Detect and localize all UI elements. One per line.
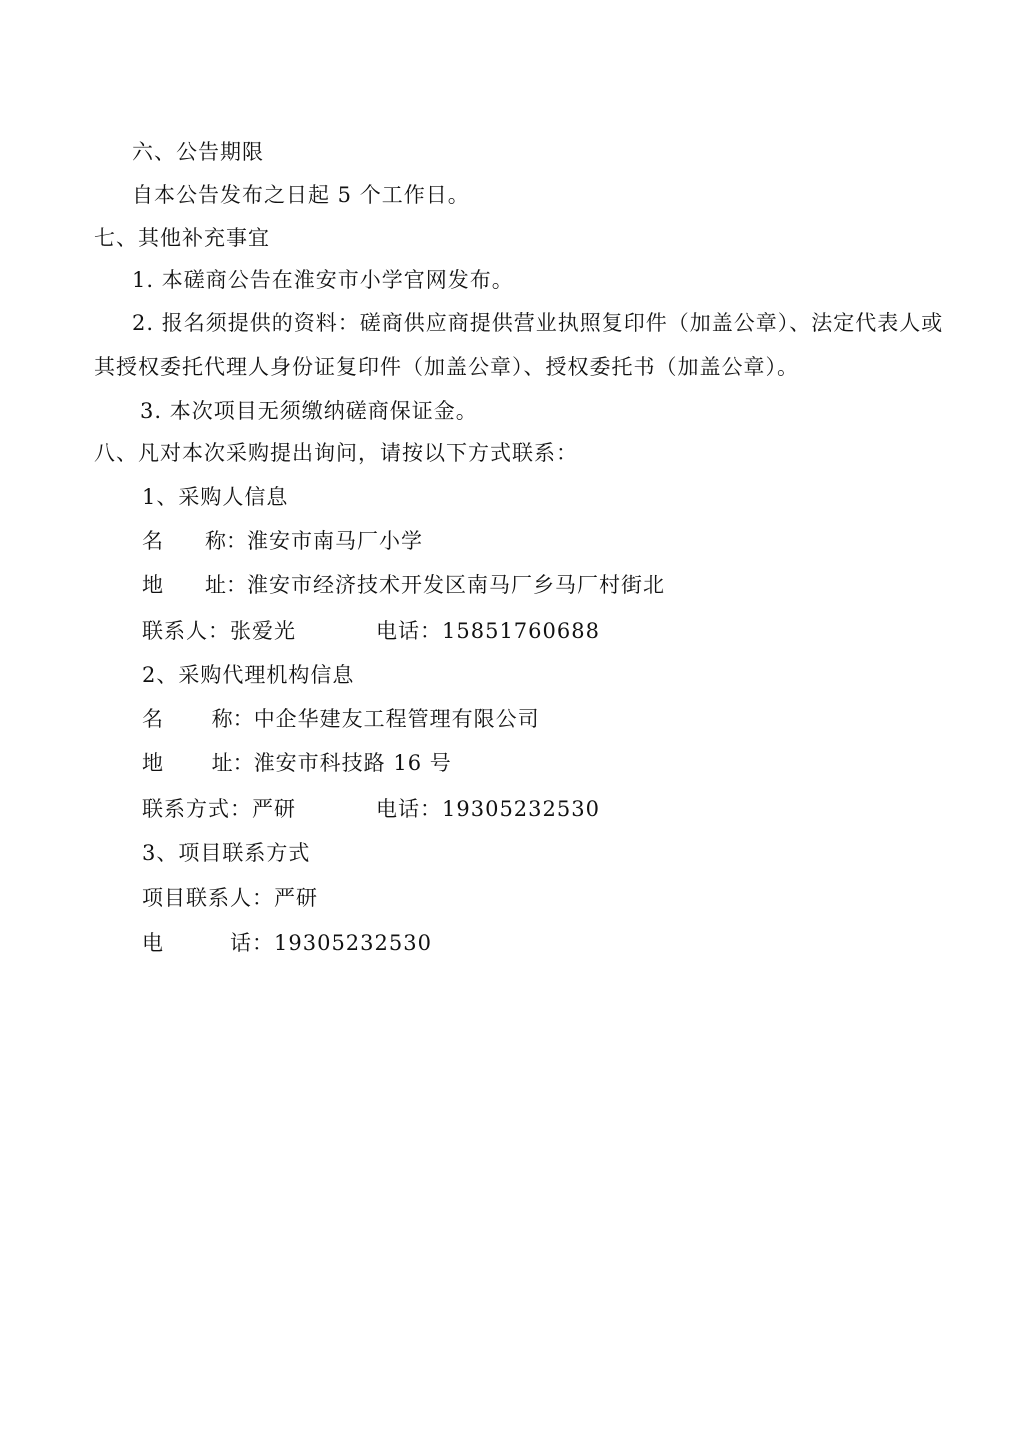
section6-body: 自本公告发布之日起 5 个工作日。 [132, 183, 470, 207]
project-phone-row [142, 928, 432, 958]
section7-item3: 3. 本次项目无须缴纳磋商保证金。 [140, 399, 478, 423]
section6-heading: 六、公告期限 [132, 140, 264, 164]
purchaser-address-value: 淮安市经济技术开发区南马厂乡马厂村街北 [247, 573, 665, 597]
section8-heading: 八、凡对本次采购提出询问，请按以下方式联系： [94, 441, 578, 465]
purchaser-phone-label: 电话： [376, 619, 442, 643]
purchaser-contact-row [142, 616, 600, 646]
agency-address-label: 地 址： [142, 751, 254, 775]
project-contact-value: 严研 [274, 886, 318, 910]
project-phone-value: 19305232530 [274, 931, 432, 955]
agency-phone-label: 电话： [376, 797, 442, 821]
purchaser-name-value: 淮安市南马厂小学 [247, 529, 423, 553]
section7-item1: 1. 本磋商公告在淮安市小学官网发布。 [132, 268, 514, 292]
purchaser-contact-value: 张爱光 [230, 619, 296, 643]
agency-contact-label: 联系方式： [142, 797, 252, 821]
project-title: 3、项目联系方式 [142, 841, 311, 865]
purchaser-contact-label: 联系人： [142, 619, 230, 643]
agency-name-value: 中企华建友工程管理有限公司 [253, 707, 540, 731]
section7-item2: 2. 报名须提供的资料：磋商供应商提供营业执照复印件（加盖公章）、法定代表人或其授权委托代理人身份证复印件（加盖公章）、授权委托书（加盖公章）。 [94, 311, 944, 379]
purchaser-name-label: 名 称： [142, 529, 247, 553]
agency-title: 2、采购代理机构信息 [142, 663, 355, 687]
agency-contact-value: 严研 [252, 797, 296, 821]
agency-address-value: 淮安市科技路 16 号 [253, 751, 452, 775]
purchaser-name-row [142, 526, 423, 556]
purchaser-title: 1、采购人信息 [142, 485, 289, 509]
project-contact-row [142, 883, 318, 913]
agency-name-row [142, 704, 540, 734]
agency-name-label: 名 称： [142, 707, 254, 731]
agency-contact-row [142, 794, 600, 824]
project-contact-label: 项目联系人： [142, 886, 274, 910]
project-phone-label: 电 话： [142, 931, 274, 955]
section7-heading: 七、其他补充事宜 [94, 226, 270, 250]
purchaser-phone-value: 15851760688 [442, 619, 600, 643]
purchaser-address-label: 地 址： [142, 573, 247, 597]
agency-address-row [142, 748, 452, 778]
agency-phone-value: 19305232530 [442, 797, 600, 821]
purchaser-address-row [142, 570, 665, 600]
